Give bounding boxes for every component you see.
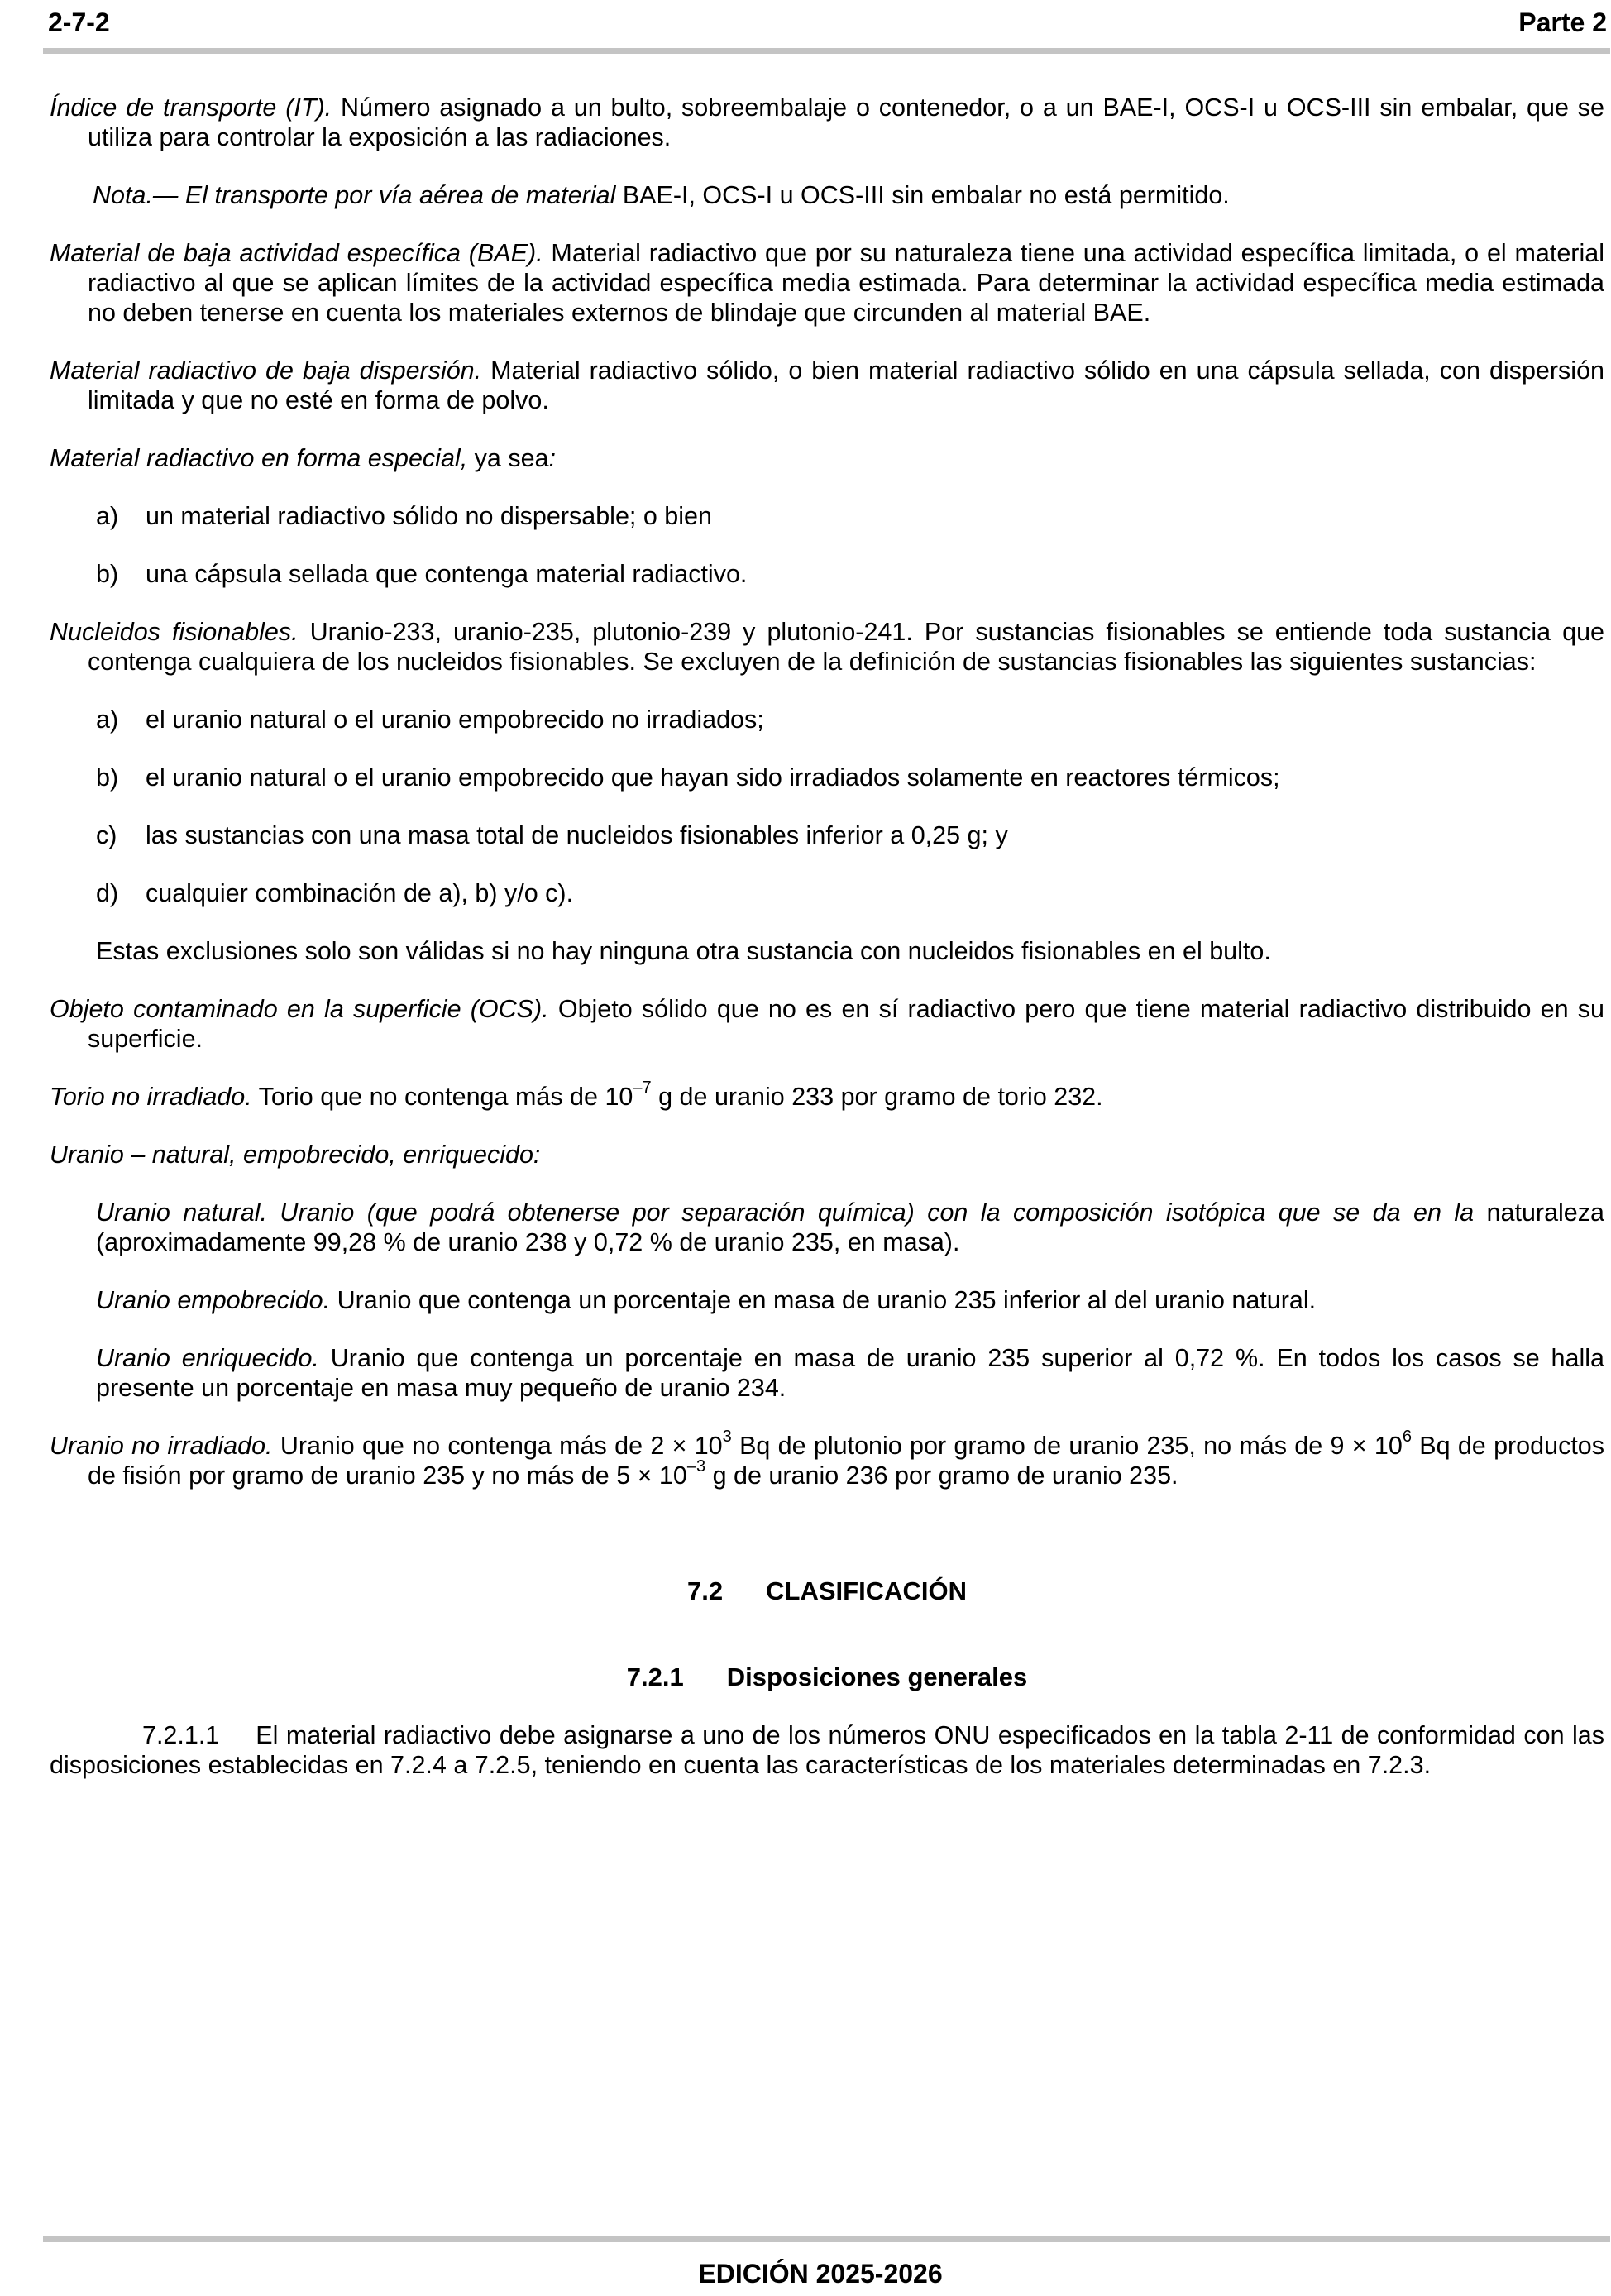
definition-term: Material radiactivo en forma especial, bbox=[50, 444, 468, 472]
paragraph-number: 7.2.1.1 bbox=[142, 1721, 220, 1749]
definition-text: g de uranio 233 por gramo de torio 232. bbox=[651, 1083, 1103, 1111]
definition-text: Torio que no contenga más de 10 bbox=[251, 1083, 633, 1111]
part-label: Parte 2 bbox=[1518, 7, 1607, 37]
definition-unirradiated-thorium bbox=[50, 1078, 1604, 1112]
definition-term: Material de baja actividad específica (BAE). bbox=[50, 239, 543, 267]
subsection-number: 7.2.1 bbox=[626, 1662, 684, 1691]
list-marker: a) bbox=[96, 502, 119, 530]
definition-text: Bq de productos de fisión por gramo de uranio 235 y no más de 5 × 10 bbox=[88, 1432, 1605, 1490]
list-item-text: cualquier combinación de a), b) y/o c). bbox=[146, 879, 574, 907]
list-item bbox=[50, 878, 1604, 908]
definition-term: Uranio natural. Uranio (que podrá obtenerse por separación química) con la composición isotópica que se da en la bbox=[96, 1198, 1475, 1227]
subsection-heading bbox=[50, 1662, 1604, 1692]
definition-natural-uranium bbox=[50, 1198, 1604, 1257]
definition-text: Uranio que contenga un porcentaje en masa de uranio 235 superior al 0,72 %. En todos los casos se halla presente un porcentaje en masa muy pequeño de uranio 234. bbox=[96, 1344, 1604, 1402]
superscript: 3 bbox=[722, 1427, 732, 1446]
definition-term: Material radiactivo de baja dispersión. bbox=[50, 356, 482, 385]
list-item bbox=[50, 763, 1604, 792]
definition-colon: : bbox=[548, 444, 556, 472]
page-number: 2-7-2 bbox=[48, 7, 110, 37]
definition-unirradiated-uranium bbox=[50, 1427, 1605, 1490]
definition-special-form bbox=[50, 443, 1604, 473]
list-marker: a) bbox=[96, 706, 119, 734]
definition-term: Objeto contaminado en la superficie (OCS). bbox=[50, 995, 549, 1023]
section-heading bbox=[50, 1576, 1604, 1606]
list-item-text: el uranio natural o el uranio empobrecido que hayan sido irradiados solamente en reactores térmicos; bbox=[146, 763, 1280, 792]
list-item bbox=[50, 705, 1604, 734]
definition-uranium-heading bbox=[50, 1140, 1604, 1170]
paragraph-7-2-1-1 bbox=[50, 1720, 1604, 1780]
definition-transport-index bbox=[50, 93, 1604, 152]
footer bbox=[0, 2258, 1611, 2289]
superscript: –3 bbox=[686, 1457, 706, 1476]
list-marker: d) bbox=[96, 879, 119, 907]
definition-text: Objeto sólido que no es en sí radiactivo pero que tiene material radiactivo distribuido en su superficie. bbox=[88, 995, 1604, 1053]
definition-text: naturaleza (aproximadamente 99,28 % de uranio 238 y 0,72 % de uranio 235, en masa). bbox=[96, 1198, 1604, 1256]
definition-text: g de uranio 236 por gramo de uranio 235. bbox=[705, 1461, 1178, 1490]
list-item-text: una cápsula sellada que contenga material radiactivo. bbox=[146, 560, 748, 588]
definition-text: Uranio que no contenga más de 2 × 10 bbox=[272, 1432, 723, 1460]
definition-bae bbox=[50, 238, 1604, 328]
list-marker: b) bbox=[96, 763, 119, 792]
list-marker: b) bbox=[96, 560, 119, 588]
definition-term: Uranio empobrecido. bbox=[96, 1286, 331, 1314]
definition-depleted-uranium bbox=[50, 1285, 1604, 1315]
superscript: 6 bbox=[1402, 1427, 1412, 1446]
definition-text: Número asignado a un bulto, sobreembalaje o contenedor, o a un BAE-I, OCS-I u OCS-III sin embalar, que se utiliza para controlar la exposición a las radiaciones. bbox=[88, 93, 1605, 151]
definition-text: Material radiactivo que por su naturaleza tiene una actividad específica limitada, o el material radiactivo al que se aplican límites de la actividad específica media estimada. Para determinar la actividad específica media estimada no deben tenerse en cuenta los materiales externos de blindaje que circunden al material BAE. bbox=[88, 239, 1604, 327]
edition-label: EDICIÓN 2025-2026 bbox=[698, 2259, 943, 2289]
list-item-text: un material radiactivo sólido no dispersable; o bien bbox=[146, 502, 712, 530]
definition-text: ya sea bbox=[467, 444, 549, 472]
superscript: –7 bbox=[633, 1078, 652, 1097]
list-item-text: el uranio natural o el uranio empobrecido no irradiados; bbox=[146, 706, 764, 734]
definition-text: Bq de plutonio por gramo de uranio 235, no más de 9 × 10 bbox=[731, 1432, 1403, 1460]
section-number: 7.2 bbox=[687, 1576, 724, 1605]
section-title: CLASIFICACIÓN bbox=[766, 1576, 967, 1605]
definition-ocs bbox=[50, 994, 1604, 1054]
list-item-text: las sustancias con una masa total de nucleidos fisionables inferior a 0,25 g; y bbox=[146, 821, 1008, 849]
footer-divider bbox=[43, 2236, 1610, 2242]
list-item bbox=[50, 501, 1604, 531]
note-text: BAE-I, OCS-I u OCS-III sin embalar no está permitido. bbox=[615, 181, 1230, 209]
definition-term: Uranio enriquecido. bbox=[96, 1344, 319, 1372]
definition-term: Uranio – natural, empobrecido, enriquecido: bbox=[50, 1141, 541, 1169]
subsection-title: Disposiciones generales bbox=[726, 1662, 1028, 1691]
definition-enriched-uranium bbox=[50, 1343, 1604, 1403]
page-content bbox=[50, 93, 1604, 1780]
note-label: Nota.— El transporte por vía aérea de material bbox=[93, 181, 616, 209]
definition-text: Uranio-233, uranio-235, plutonio-239 y plutonio-241. Por sustancias fisionables se entiende toda sustancia que contenga cualquiera de los nucleidos fisionables. Se excluyen de la definición de sustancias fisionables las siguientes sustancias: bbox=[88, 618, 1604, 676]
definition-text: Material radiactivo sólido, o bien material radiactivo sólido en una cápsula sellada, con dispersión limitada y que no esté en forma de polvo. bbox=[88, 356, 1604, 414]
definition-term: Torio no irradiado. bbox=[50, 1083, 252, 1111]
definition-term: Índice de transporte (IT). bbox=[50, 93, 332, 122]
definition-term: Uranio no irradiado. bbox=[50, 1432, 273, 1460]
definition-text: Uranio que contenga un porcentaje en masa de uranio 235 inferior al del uranio natural. bbox=[330, 1286, 1317, 1314]
list-marker: c) bbox=[96, 821, 117, 849]
header-divider bbox=[43, 48, 1610, 54]
list-item bbox=[50, 559, 1604, 589]
definition-low-dispersion bbox=[50, 356, 1604, 415]
definition-term: Nucleidos fisionables. bbox=[50, 618, 299, 646]
definition-fissile bbox=[50, 617, 1604, 677]
list-item bbox=[50, 820, 1604, 850]
note bbox=[50, 180, 1604, 210]
fissile-exclusions-note: Estas exclusiones solo son válidas si no hay ninguna otra sustancia con nucleidos fisionables en el bulto. bbox=[96, 937, 1271, 965]
paragraph-text: El material radiactivo debe asignarse a uno de los números ONU especificados en la tabla 2-11 de conformidad con las disposiciones establecidas en 7.2.4 a 7.2.5, teniendo en cuenta las características de los materiales determinadas en 7.2.3. bbox=[50, 1721, 1604, 1779]
